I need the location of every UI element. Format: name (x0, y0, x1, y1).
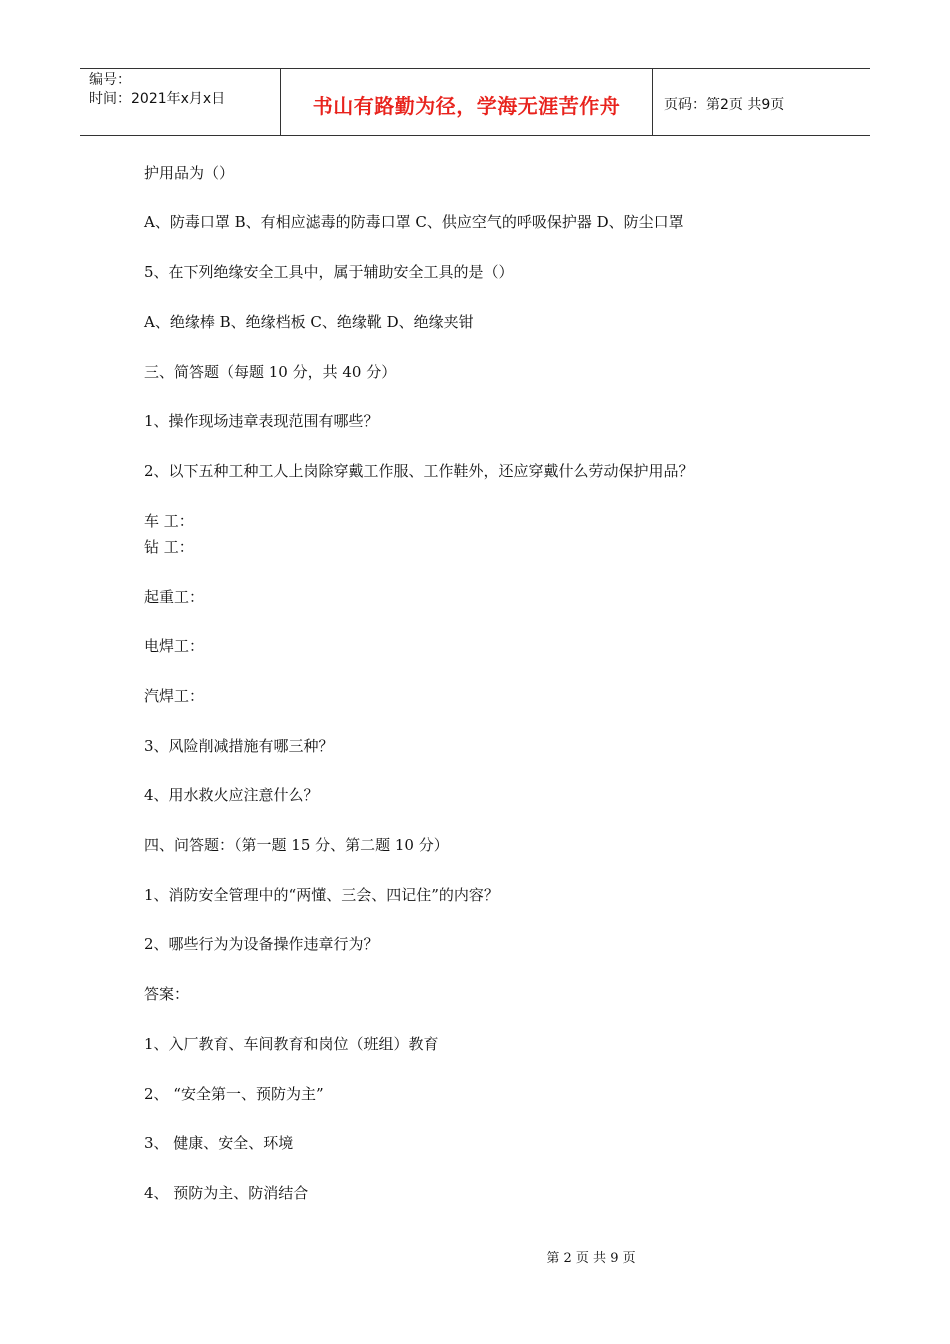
answer-blank: 电焊工： (144, 637, 205, 655)
question-item: 1、消防安全管理中的“两懂、三会、四记住”的内容？ (144, 886, 499, 904)
page-header (80, 68, 870, 136)
page-footer: 第 2 页 共 9 页 (546, 1251, 636, 1266)
answer-item: 3、 健康、安全、环境 (144, 1134, 294, 1152)
answer-item: 1、入厂教育、车间教育和岗位（班组）教育 (144, 1035, 439, 1053)
document-number: 编号： (89, 72, 131, 88)
header-meta (80, 69, 281, 135)
answer-blank: 汽焊工： (144, 687, 205, 705)
question-item: 1、操作现场违章表现范围有哪些？ (144, 412, 379, 430)
answer-item: 4、 预防为主、防消结合 (144, 1184, 309, 1202)
section-heading: 三、简答题（每题 10 分，共 40 分） (144, 363, 397, 381)
question-item: 5、在下列绝缘安全工具中，属于辅助安全工具的是（） (144, 263, 514, 281)
question-item: 2、哪些行为为设备操作违章行为？ (144, 935, 379, 953)
answer-item: 2、 “安全第一、预防为主” (144, 1085, 324, 1103)
question-item: 3、风险削减措施有哪三种？ (144, 737, 334, 755)
header-motto: 书山有路勤为径，学海无涯苦作舟 (281, 69, 653, 135)
question-options: A、防毒口罩 B、有相应滤毒的防毒口罩 C、供应空气的呼吸保护器 D、防尘口罩 (144, 213, 684, 231)
answer-blank: 起重工： (144, 588, 205, 606)
question-item: 2、以下五种工种工人上岗除穿戴工作服、工作鞋外，还应穿戴什么劳动保护用品？ (144, 462, 694, 480)
question-continuation: 护用品为（） (144, 164, 235, 182)
answer-heading: 答案： (144, 985, 190, 1003)
answer-blank: 钻 工： (144, 538, 194, 556)
section-heading: 四、问答题：（第一题 15 分、第二题 10 分） (144, 836, 449, 854)
question-options: A、绝缘棒 B、绝缘档板 C、绝缘靴 D、绝缘夹钳 (144, 313, 474, 331)
question-item: 4、用水救火应注意什么？ (144, 786, 319, 804)
document-time: 时间：2021年x月x日 (89, 91, 226, 107)
answer-blank: 车 工： (144, 512, 194, 530)
header-page-info: 页码：第2页 共9页 (664, 97, 785, 113)
